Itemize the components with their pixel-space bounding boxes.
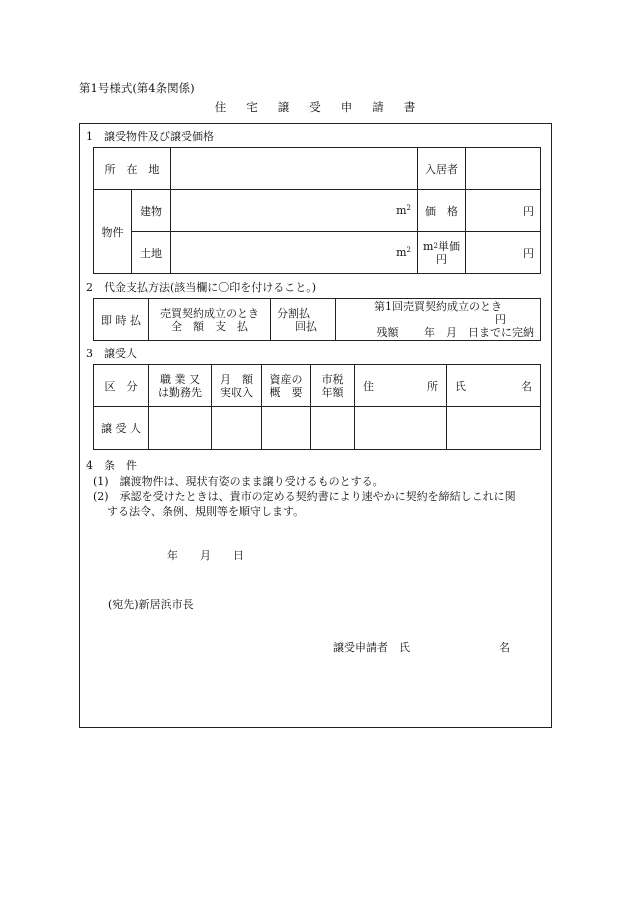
land-unit-price-field[interactable] <box>466 232 541 274</box>
property-table <box>93 147 541 274</box>
yen-unit: 円 <box>523 204 534 218</box>
name-char-b: 名 <box>521 379 532 393</box>
sqm-superscript: 2 <box>406 204 411 212</box>
col-name <box>447 365 541 407</box>
location-field[interactable] <box>171 148 418 190</box>
location-label: 所 在 地 <box>94 148 171 190</box>
installment-label-line2: 回払 <box>295 319 317 333</box>
col-assets <box>262 365 311 407</box>
yen-unit: 円 <box>523 246 534 260</box>
installment-payment-description <box>336 299 541 341</box>
land-area-field[interactable] <box>171 232 418 274</box>
title-char: 住 <box>214 100 227 114</box>
sqm-superscript: 2 <box>433 241 438 250</box>
col-category: 区 分 <box>94 365 149 407</box>
col-occupation <box>149 365 212 407</box>
occupation-line1: 職 業 又 <box>160 372 200 386</box>
property-label: 物件 <box>94 190 132 274</box>
sqm-superscript: 2 <box>406 246 411 254</box>
resident-field[interactable] <box>466 148 541 190</box>
land-label: 土地 <box>132 232 171 274</box>
resident-label: 入居者 <box>418 148 466 190</box>
income-line1: 月 額 <box>220 372 253 386</box>
income-line2: 実収入 <box>220 385 253 399</box>
title-char: 譲 <box>277 100 290 114</box>
form-number-label: 第1号様式(第4条関係) <box>79 81 195 95</box>
name-char-a: 氏 <box>455 379 466 393</box>
section2-heading: 2 代金支払方法(該当欄に〇印を付けること。) <box>86 281 317 294</box>
assets-field[interactable] <box>262 407 311 450</box>
title-char: 請 <box>372 100 384 114</box>
section3-heading: 3 譲受人 <box>86 347 137 360</box>
assets-line1: 資産の <box>269 372 303 386</box>
col-address <box>355 365 447 407</box>
tax-line2: 年額 <box>321 385 344 399</box>
transferee-row-label: 譲 受 人 <box>94 407 149 450</box>
installment-desc-line2: 円 <box>495 313 506 326</box>
address-field[interactable] <box>355 407 447 450</box>
lump-payment-label[interactable]: 即 時 払 <box>94 299 149 341</box>
title-char: 宅 <box>246 100 258 114</box>
title-char: 申 <box>340 100 353 114</box>
tax-line1: 市税 <box>321 372 344 386</box>
payment-table <box>93 298 541 341</box>
section4-heading: 4 条 件 <box>86 459 137 472</box>
income-field[interactable] <box>212 407 262 450</box>
sqm-unit: m <box>423 239 434 253</box>
sqm-unit: m <box>396 204 407 217</box>
installment-desc-line3: 残額 年 月 日までに完納 <box>376 326 534 339</box>
applicant-label: 譲受申請者 氏 <box>333 641 410 654</box>
assets-line2: 概 要 <box>269 385 303 399</box>
unit-price-label <box>418 232 466 274</box>
city-tax-field[interactable] <box>311 407 355 450</box>
condition-item-2-line1: (2) 承認を受けたときは、貴市の定める契約書により速やかに契約を締結しこれに関 <box>93 490 516 503</box>
installment-label-line1: 分割払 <box>277 306 310 320</box>
building-area-field[interactable] <box>171 190 418 232</box>
occupation-line2: は勤務先 <box>158 385 202 399</box>
occupation-field[interactable] <box>149 407 212 450</box>
lump-desc-line1: 売買契約成立のとき <box>160 306 259 320</box>
address-char-b: 所 <box>427 379 438 393</box>
condition-item-1: (1) 譲渡物件は、現状有姿のまま譲り受けるものとする。 <box>93 475 384 488</box>
title-char: 受 <box>309 100 321 114</box>
transferee-table <box>93 364 541 450</box>
building-label: 建物 <box>132 190 171 232</box>
installment-payment-label[interactable] <box>271 299 336 341</box>
col-city-tax <box>311 365 355 407</box>
applicant-name-suffix: 名 <box>499 641 510 654</box>
lump-payment-description <box>149 299 271 341</box>
page-title <box>0 99 630 115</box>
col-income <box>212 365 262 407</box>
date-line[interactable]: 年 月 日 <box>167 549 244 562</box>
installment-desc-line1: 第1回売買契約成立のとき <box>374 300 502 313</box>
lump-desc-line2: 全 額 支 払 <box>171 319 248 333</box>
section1-heading: 1 譲受物件及び譲受価格 <box>86 130 214 143</box>
unit-price-yen: 円 <box>436 252 447 266</box>
address-char-a: 住 <box>363 379 374 393</box>
unit-price-text: 単価 <box>437 239 460 253</box>
title-char: 書 <box>403 100 416 114</box>
addressee: (宛先)新居浜市長 <box>108 598 194 611</box>
sqm-unit: m <box>396 246 407 259</box>
condition-item-2-line2: する法令、条例、規則等を順守します。 <box>107 505 305 518</box>
price-label: 価 格 <box>418 190 466 232</box>
name-field[interactable] <box>447 407 541 450</box>
building-price-field[interactable] <box>466 190 541 232</box>
